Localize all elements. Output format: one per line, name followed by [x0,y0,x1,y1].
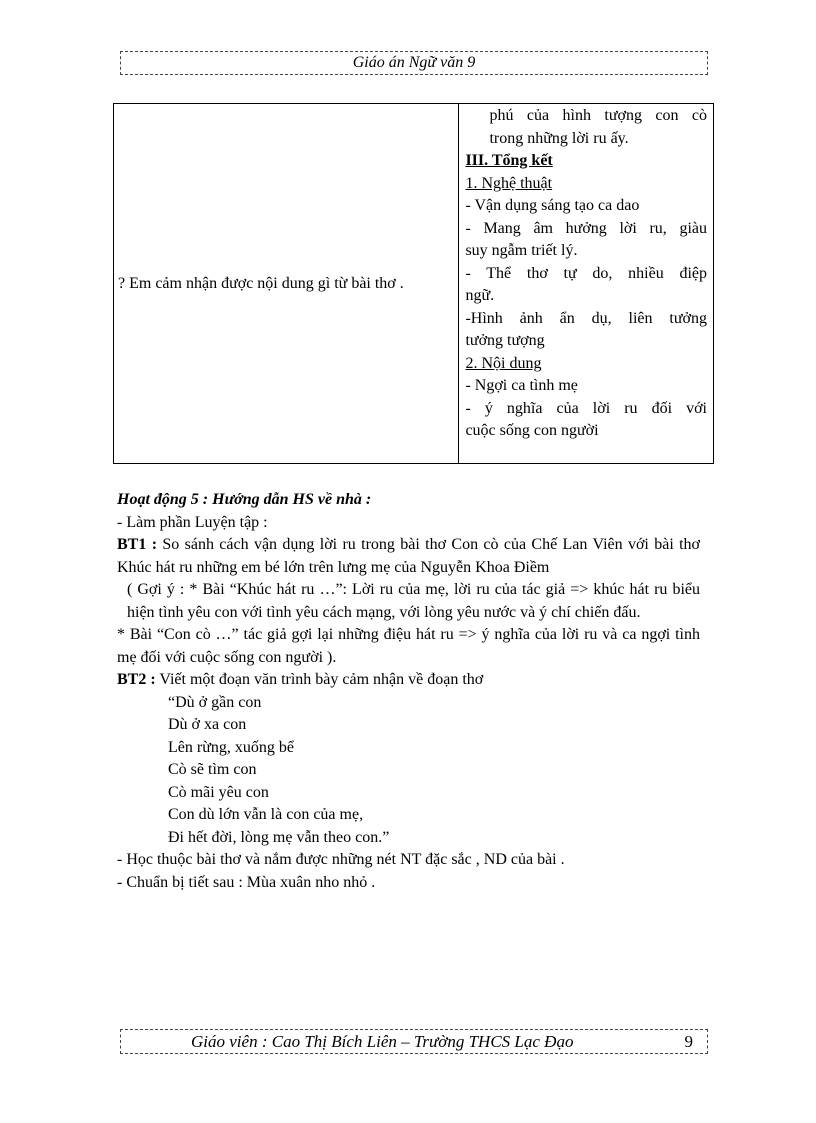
art-item-3a: - Thể thơ tự do, nhiều điệp [465,264,707,282]
page-header [120,51,708,75]
table-row [114,104,714,464]
page-footer [120,1029,708,1054]
poem-line: Cò mãi yêu con [168,783,269,801]
poem-line: Đi hết đời, lòng mẹ vẫn theo con.” [168,828,390,846]
hint-2: * Bài “Con cò …” tác giả gợi lại những điệu hát ru => ý nghĩa của lời ru và ca ngợi tình mẹ đối với cuộc sống con người ). [117,626,700,666]
homework-section [117,489,700,894]
page-number: 9 [684,1032,693,1051]
art-item-4b: tưởng tượng [465,332,545,349]
task-prepare: - Chuẩn bị tiết sau : Mùa xuân nho nhỏ . [117,873,376,891]
content-item-2b: cuộc sống con người [465,422,599,439]
poem-line: Con dù lớn vẫn là con của mẹ, [168,806,364,823]
hint-1: ( Gợi ý : * Bài “Khúc hát ru …”: Lời ru của mẹ, lời ru của tác giả => khúc hát ru biểu hiện tình yêu con với tình yêu cách mạng, với lòng yêu nước và ý chí chiến đấu. [127,581,700,621]
activity-title: Hoạt động 5 : Hướng dẫn HS về nhà : [117,491,372,508]
art-item-4a: -Hình ảnh ẩn dụ, liên tưởng [465,309,707,327]
poem-excerpt [117,692,700,850]
answer-cell [459,104,714,464]
exercise-1-text: So sánh cách vận dụng lời ru trong bài thơ Con cò của Chế Lan Viên với bài thơ Khúc hát ru những em bé lớn trên lưng mẹ của Nguyễn Khoa Điềm [117,536,701,576]
exercise-2-label: BT2 : [117,671,156,688]
content-item-1: - Ngợi ca tình mẹ [465,377,578,394]
art-item-1: - Vận dụng sáng tạo ca dao [465,197,640,214]
answer-continuation-1: phú của hình tượng con cò [489,107,707,124]
content-item-2a: - ý nghĩa của lời ru đối với [465,399,707,417]
header-title: Giáo án Ngữ văn 9 [352,54,476,71]
art-item-2a: - Mang âm hưởng lời ru, giàu [465,219,707,237]
exercise-2 [117,669,700,692]
question-text: ? Em cảm nhận được nội dung gì từ bài thơ . [118,274,404,292]
subsection-title-art: 1. Nghệ thuật [465,174,553,192]
poem-line: Cò sẽ tìm con [168,761,257,778]
art-item-3b: ngữ. [465,287,495,304]
art-item-2b: suy ngẫm triết lý. [465,242,578,259]
answer-continuation-2: trong những lời ru ấy. [489,129,629,147]
exercise-1 [117,534,700,579]
poem-line: Lên rừng, xuống bể [168,738,294,756]
poem-line: “Dù ở gần con [168,693,262,711]
footer-author: Giáo viên : Cao Thị Bích Liên – Trường THCS Lạc Đạo [191,1032,574,1051]
section-title: III. Tổng kết [465,152,553,169]
subsection-title-content: 2. Nội dung [465,354,542,372]
lesson-table [113,103,714,464]
exercise-1-label: BT1 : [117,536,158,553]
poem-line: Dù ở xa con [168,716,247,733]
task-memorize: - Học thuộc bài thơ và nắm được những nét NT đặc sắc , ND của bài . [117,851,565,868]
question-cell [114,104,459,464]
exercise-2-text: Viết một đoạn văn trình bày cảm nhận về đoạn thơ [155,671,484,688]
practice-line: - Làm phần Luyện tập : [117,513,268,531]
